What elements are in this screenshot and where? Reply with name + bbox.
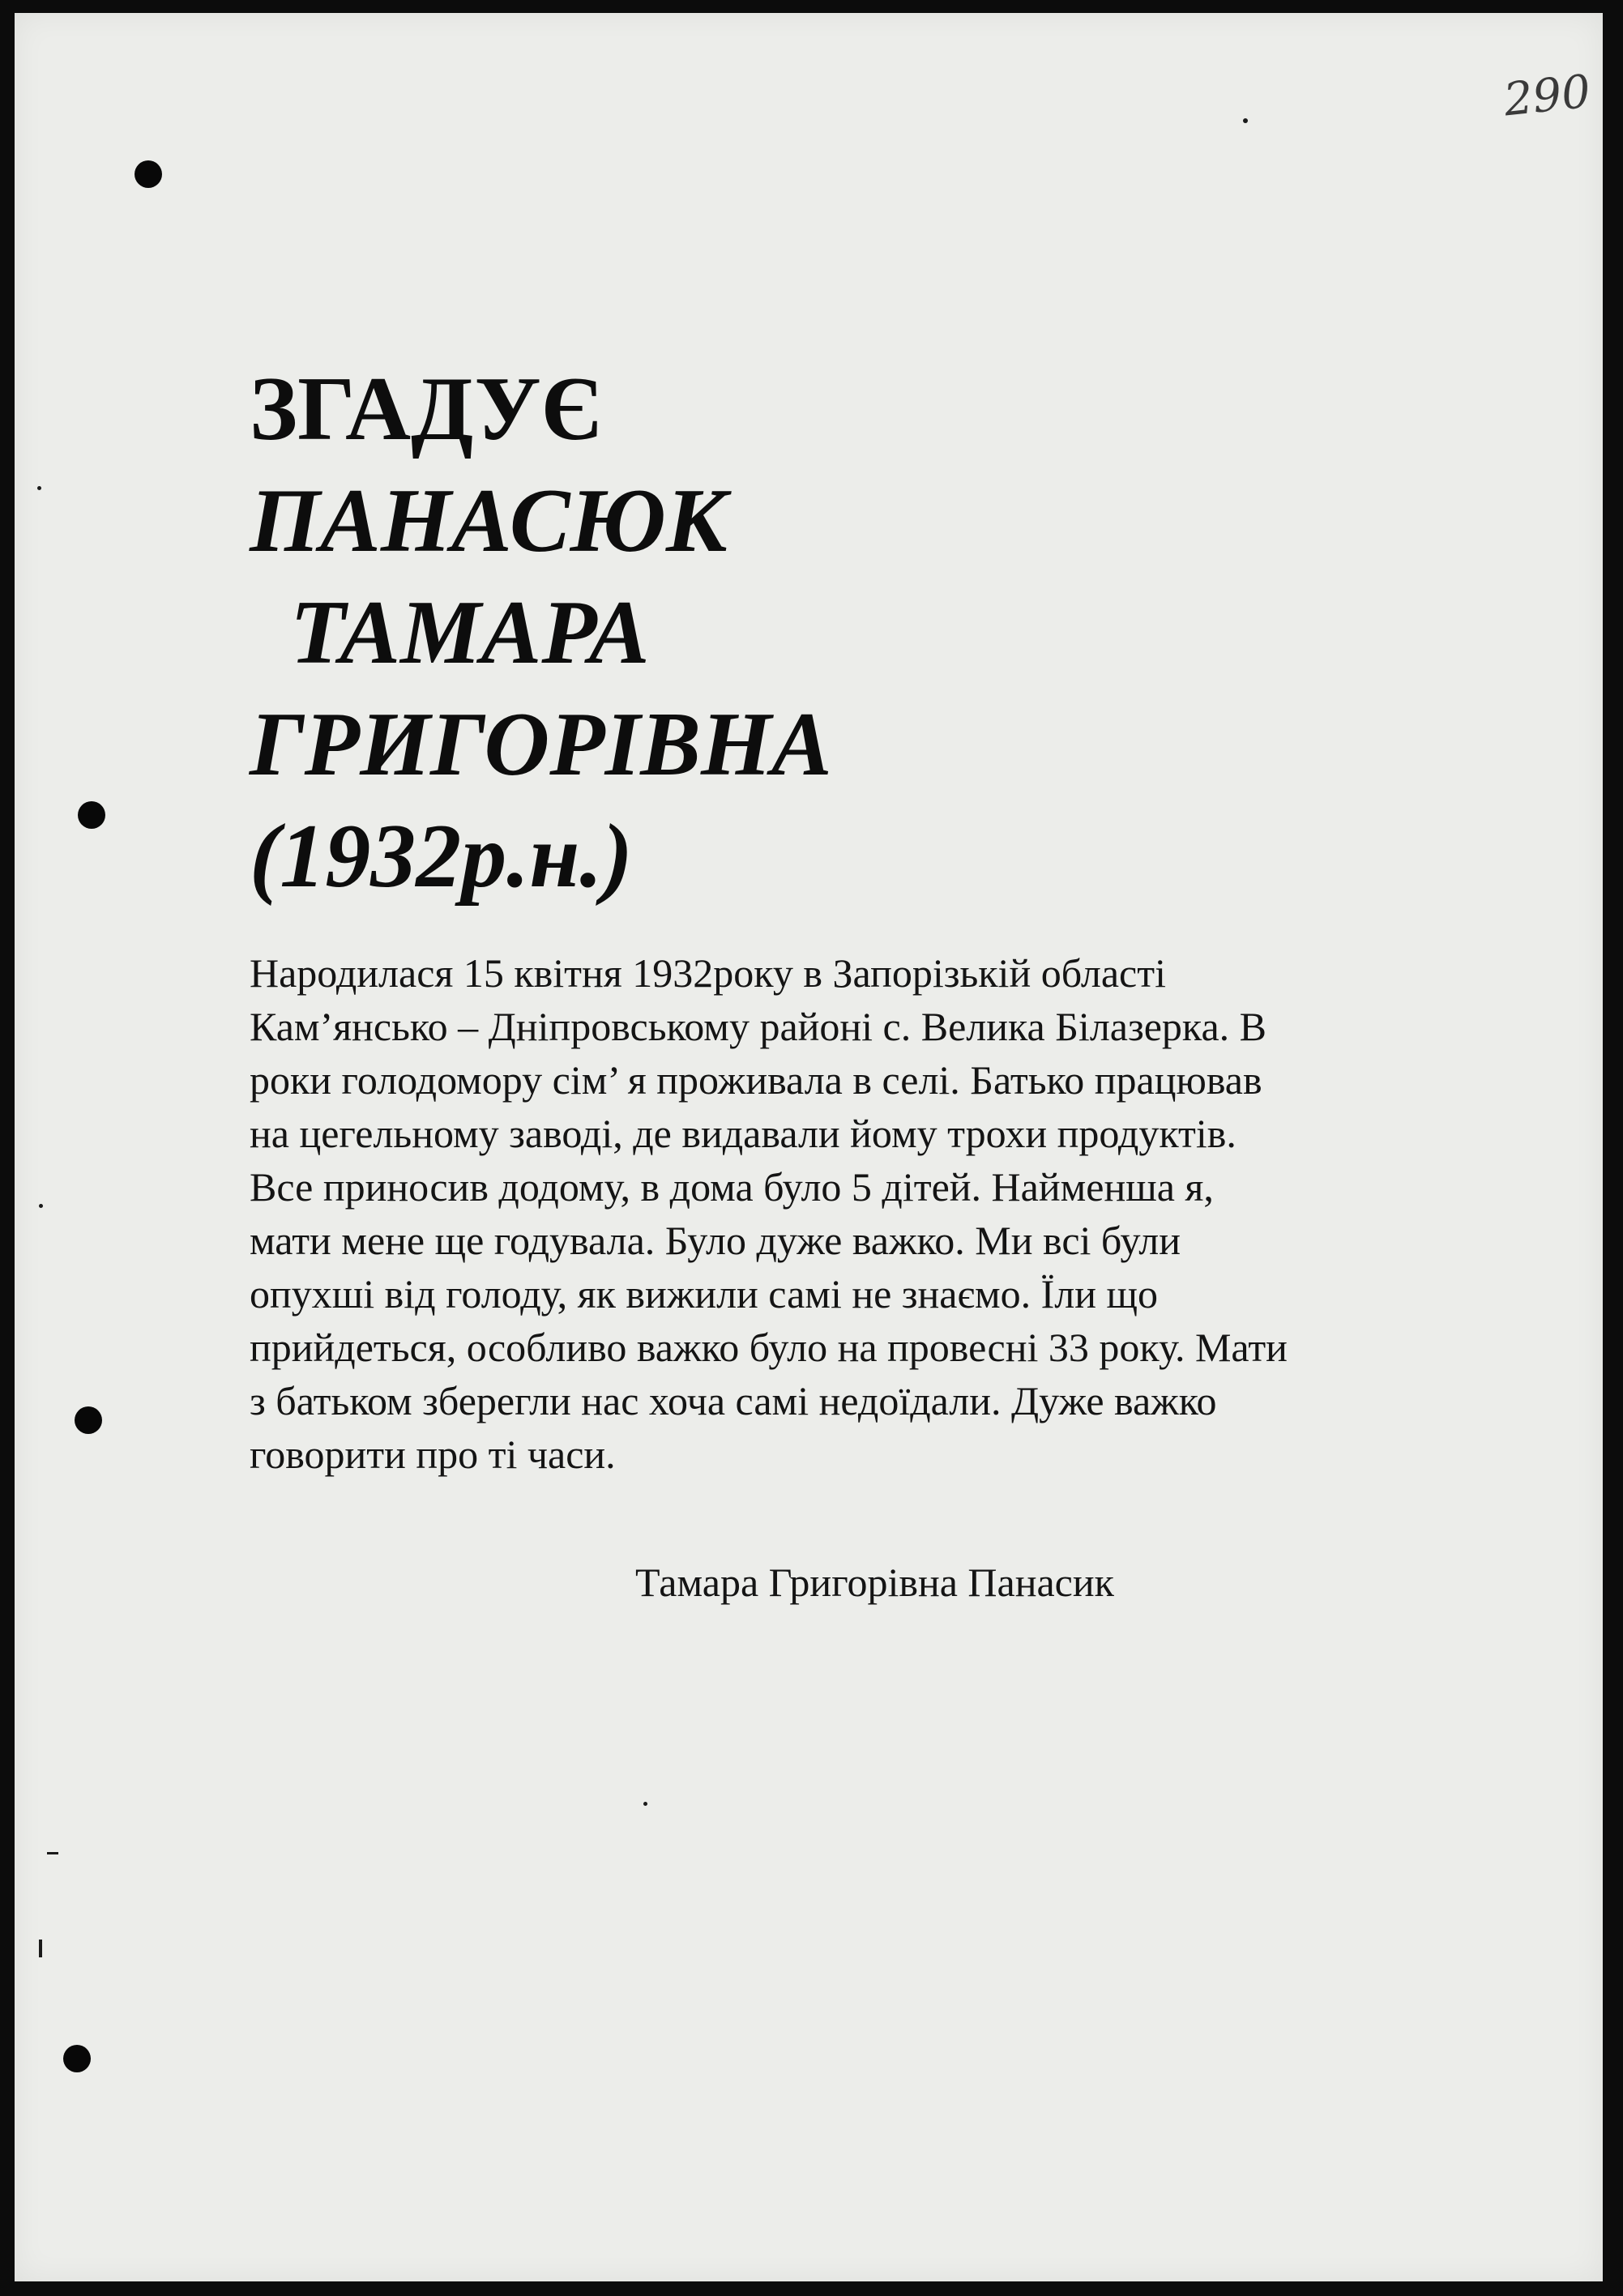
body-line: Кам’янсько – Дніпровському районі с. Велика Білазерка. В (250, 1004, 1266, 1049)
body-line: прийдеться, особливо важко було на провесні 33 року. Мати (250, 1325, 1288, 1370)
scan-speck (643, 1802, 647, 1806)
punch-hole (78, 801, 105, 829)
body-line: з батьком зберегли нас хоча самі недоїдали. Дуже важко (250, 1378, 1217, 1423)
scan-speck (39, 1204, 43, 1208)
body-line: Народилася 15 квітня 1932року в Запорізькій області (250, 950, 1166, 996)
heading-line: (1932р.н.) (250, 806, 633, 907)
page-number: 290 (1501, 65, 1593, 127)
scan-speck (1243, 118, 1248, 123)
heading-line: ТАМАРА (290, 583, 650, 683)
body-line: мати мене ще годувала. Було дуже важко. Ми всі були (250, 1218, 1181, 1263)
document-page (15, 13, 1603, 2281)
body-line: опухші від голоду, як вижили самі не знаємо. Їли що (250, 1271, 1158, 1317)
heading-line: ГРИГОРІВНА (250, 694, 832, 795)
scan-speck (39, 1940, 42, 1957)
body-line: на цегельному заводі, де видавали йому трохи продуктів. (250, 1111, 1236, 1156)
scan-speck (47, 1852, 58, 1854)
body-paragraph (250, 946, 1530, 1481)
body-line: Все приносив додому, в дома було 5 дітей. Найменша я, (250, 1164, 1214, 1210)
document-heading (250, 353, 832, 912)
heading-line: ЗГАДУЄ (250, 359, 603, 459)
punch-hole (75, 1406, 102, 1434)
signature-line: Тамара Григорівна Панасик (635, 1560, 1114, 1605)
body-line: говорити про ті часи. (250, 1432, 616, 1477)
heading-line: ПАНАСЮК (250, 471, 728, 571)
body-line: роки голодомору сім’ я проживала в селі. Батько працював (250, 1057, 1262, 1103)
punch-hole (63, 2045, 91, 2072)
punch-hole (135, 160, 162, 188)
scan-speck (37, 486, 41, 490)
